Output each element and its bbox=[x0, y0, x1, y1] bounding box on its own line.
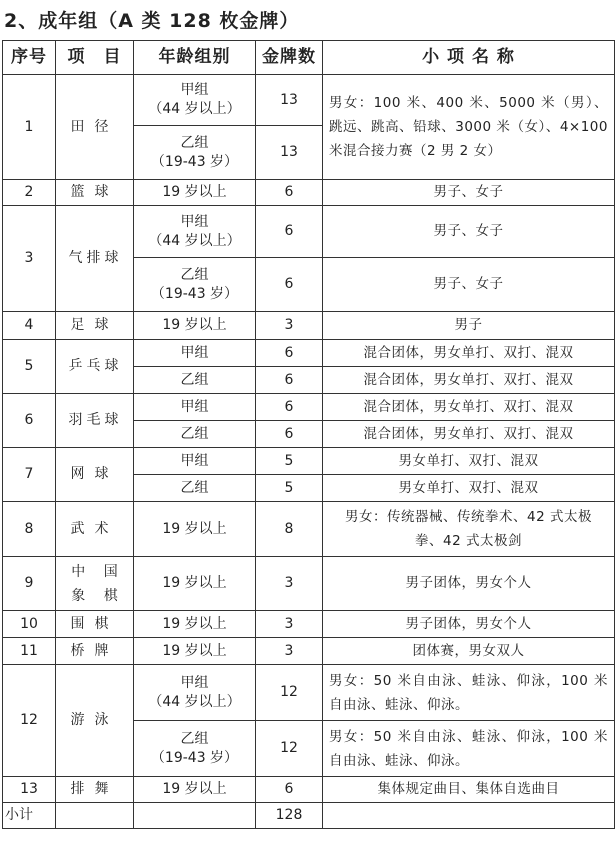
row-no: 5 bbox=[3, 340, 56, 394]
row-no: 2 bbox=[3, 180, 56, 206]
subtotal-row bbox=[3, 803, 615, 829]
table-row bbox=[3, 557, 615, 611]
row-events: 男子团体，男女个人 bbox=[323, 611, 615, 638]
row-age-group: 19 岁以上 bbox=[134, 557, 256, 611]
row-age-group: 乙组 bbox=[134, 421, 256, 448]
row-events: 混合团体，男女单打、双打、混双 bbox=[323, 367, 615, 394]
table-row bbox=[3, 394, 615, 421]
row-no: 7 bbox=[3, 448, 56, 502]
row-item: 网球 bbox=[56, 448, 134, 502]
row-events: 男女：50 米自由泳、蛙泳、仰泳，100 米自由泳、蛙泳、仰泳。 bbox=[323, 721, 615, 777]
table-row bbox=[3, 665, 615, 721]
row-medals: 3 bbox=[256, 312, 323, 340]
row-age-group: 乙组 bbox=[134, 475, 256, 502]
row-medals: 12 bbox=[256, 665, 323, 721]
row-age-group bbox=[134, 206, 256, 258]
row-medals: 6 bbox=[256, 340, 323, 367]
row-item: 围棋 bbox=[56, 611, 134, 638]
subtotal-empty bbox=[134, 803, 256, 829]
header-no: 序号 bbox=[3, 41, 56, 75]
row-no: 4 bbox=[3, 312, 56, 340]
table-row bbox=[3, 502, 615, 557]
section-title: 2、成年组（A 类 128 枚金牌） bbox=[4, 10, 300, 32]
age-range: （44 岁以上） bbox=[148, 101, 241, 117]
row-age-group bbox=[134, 665, 256, 721]
subtotal-empty bbox=[56, 803, 134, 829]
table-row bbox=[3, 611, 615, 638]
group-label: 乙组 bbox=[180, 266, 209, 283]
header-age-group: 年龄组别 bbox=[134, 41, 256, 75]
row-events: 男子、女子 bbox=[323, 206, 615, 258]
table-row bbox=[3, 638, 615, 665]
subtotal-empty bbox=[323, 803, 615, 829]
group-label: 甲组 bbox=[180, 674, 209, 691]
header-medals: 金牌数 bbox=[256, 41, 323, 75]
row-item: 游泳 bbox=[56, 665, 134, 777]
row-age-group: 19 岁以上 bbox=[134, 638, 256, 665]
item-line: 象 棋 bbox=[71, 587, 118, 604]
row-no: 3 bbox=[3, 206, 56, 312]
row-item: 气排球 bbox=[56, 206, 134, 312]
row-item bbox=[56, 557, 134, 611]
age-range: （19-43 岁） bbox=[150, 153, 239, 170]
table-row bbox=[3, 206, 615, 258]
row-age-group: 19 岁以上 bbox=[134, 180, 256, 206]
item-line: 中 国 bbox=[71, 563, 118, 580]
row-no: 6 bbox=[3, 394, 56, 448]
row-events: 男女：100 米、400 米、5000 米（男）、跳远、跳高、铅球、3000 米（女）、4×100 米混合接力赛（2 男 2 女） bbox=[323, 75, 615, 180]
age-range: （44 岁以上） bbox=[148, 232, 241, 249]
row-medals: 6 bbox=[256, 421, 323, 448]
table-row bbox=[3, 448, 615, 475]
row-events: 男子 bbox=[323, 312, 615, 340]
age-range: （19-43 岁） bbox=[150, 285, 239, 302]
row-item: 排舞 bbox=[56, 777, 134, 803]
row-medals: 6 bbox=[256, 394, 323, 421]
row-events: 团体赛，男女双人 bbox=[323, 638, 615, 665]
row-no: 1 bbox=[3, 75, 56, 180]
row-events: 男女单打、双打、混双 bbox=[323, 448, 615, 475]
row-no: 8 bbox=[3, 502, 56, 557]
row-age-group bbox=[134, 721, 256, 777]
medal-table bbox=[2, 40, 615, 829]
row-age-group: 19 岁以上 bbox=[134, 502, 256, 557]
table-row bbox=[3, 312, 615, 340]
group-label: 甲组 bbox=[180, 213, 209, 230]
row-item: 羽毛球 bbox=[56, 394, 134, 448]
row-item: 田径 bbox=[56, 75, 134, 180]
row-medals: 6 bbox=[256, 367, 323, 394]
row-no: 12 bbox=[3, 665, 56, 777]
table-row bbox=[3, 180, 615, 206]
row-age-group bbox=[134, 258, 256, 312]
row-no: 10 bbox=[3, 611, 56, 638]
row-medals: 6 bbox=[256, 258, 323, 312]
row-medals: 6 bbox=[256, 206, 323, 258]
row-events: 混合团体，男女单打、双打、混双 bbox=[323, 421, 615, 448]
row-item: 乒乓球 bbox=[56, 340, 134, 394]
row-events: 混合团体，男女单打、双打、混双 bbox=[323, 340, 615, 367]
row-age-group bbox=[134, 126, 256, 180]
row-age-group: 甲组 bbox=[134, 340, 256, 367]
row-item: 篮球 bbox=[56, 180, 134, 206]
row-no: 13 bbox=[3, 777, 56, 803]
table-row bbox=[3, 340, 615, 367]
row-medals: 3 bbox=[256, 638, 323, 665]
row-medals: 6 bbox=[256, 777, 323, 803]
row-events: 男子、女子 bbox=[323, 180, 615, 206]
table-row bbox=[3, 75, 615, 126]
row-events: 混合团体，男女单打、双打、混双 bbox=[323, 394, 615, 421]
table-row bbox=[3, 777, 615, 803]
row-age-group: 甲组 bbox=[134, 394, 256, 421]
header-item: 项 目 bbox=[56, 41, 134, 75]
row-item: 武术 bbox=[56, 502, 134, 557]
row-medals: 13 bbox=[256, 75, 323, 126]
row-events: 男女单打、双打、混双 bbox=[323, 475, 615, 502]
row-age-group bbox=[134, 75, 256, 126]
row-events: 集体规定曲目、集体自选曲目 bbox=[323, 777, 615, 803]
subtotal-label: 小计 bbox=[3, 803, 56, 829]
row-medals: 8 bbox=[256, 502, 323, 557]
row-events: 男女：传统器械、传统拳术、42 式太极拳、42 式太极剑 bbox=[323, 502, 615, 557]
age-range: （44 岁以上） bbox=[148, 693, 241, 710]
row-age-group: 甲组 bbox=[134, 448, 256, 475]
group-label: 乙组 bbox=[180, 730, 209, 747]
group-label: 甲组 bbox=[180, 82, 209, 98]
row-events: 男女：50 米自由泳、蛙泳、仰泳，100 米自由泳、蛙泳、仰泳。 bbox=[323, 665, 615, 721]
row-medals: 6 bbox=[256, 180, 323, 206]
subtotal-medals: 128 bbox=[256, 803, 323, 829]
row-medals: 3 bbox=[256, 611, 323, 638]
header-events: 小 项 名 称 bbox=[323, 41, 615, 75]
row-events: 男子团体，男女个人 bbox=[323, 557, 615, 611]
row-medals: 3 bbox=[256, 557, 323, 611]
age-range: （19-43 岁） bbox=[150, 749, 239, 766]
row-medals: 5 bbox=[256, 475, 323, 502]
table-header-row bbox=[3, 41, 615, 75]
row-medals: 12 bbox=[256, 721, 323, 777]
row-no: 9 bbox=[3, 557, 56, 611]
row-age-group: 19 岁以上 bbox=[134, 777, 256, 803]
row-events: 男子、女子 bbox=[323, 258, 615, 312]
row-item: 足球 bbox=[56, 312, 134, 340]
row-medals: 5 bbox=[256, 448, 323, 475]
row-medals: 13 bbox=[256, 126, 323, 180]
group-label: 乙组 bbox=[180, 134, 209, 151]
row-item: 桥牌 bbox=[56, 638, 134, 665]
row-no: 11 bbox=[3, 638, 56, 665]
row-age-group: 19 岁以上 bbox=[134, 611, 256, 638]
row-age-group: 19 岁以上 bbox=[134, 312, 256, 340]
row-age-group: 乙组 bbox=[134, 367, 256, 394]
